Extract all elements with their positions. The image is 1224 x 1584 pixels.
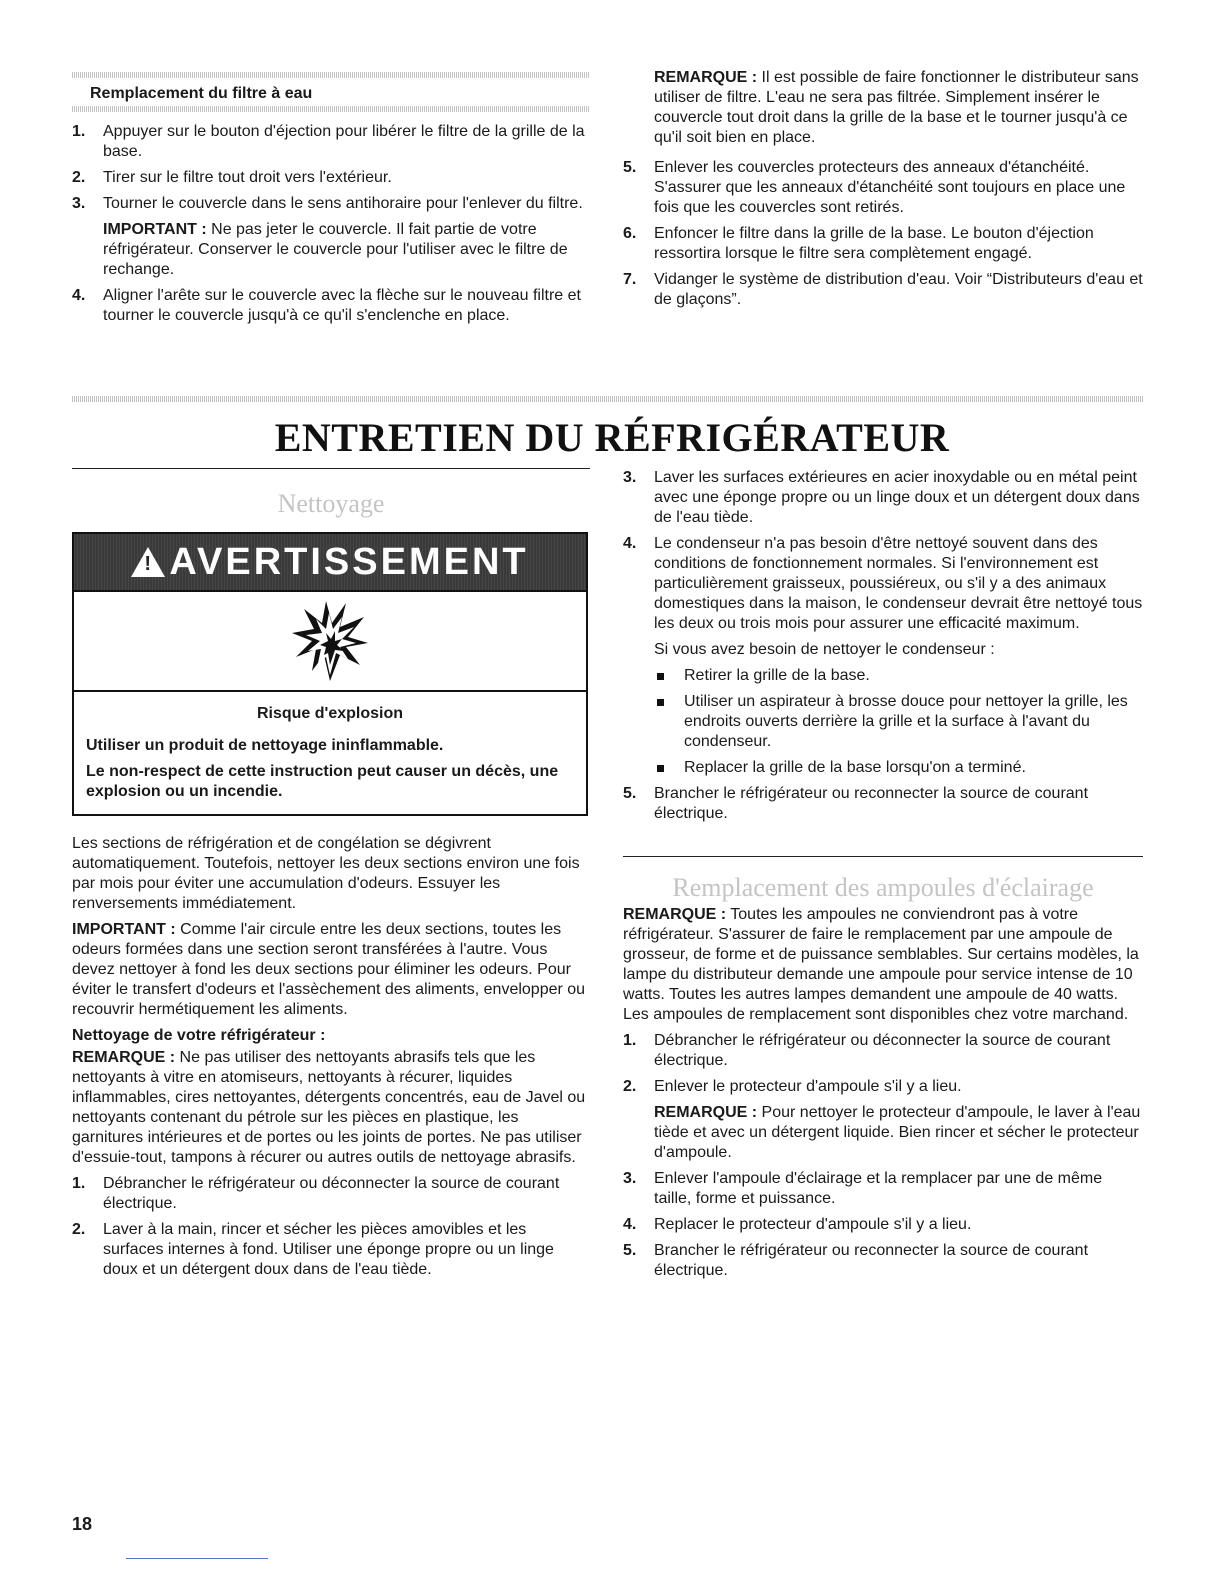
filter-section-left bbox=[72, 72, 590, 332]
list-item: 5. Brancher le réfrigérateur ou reconnecter la source de courant électrique. bbox=[623, 785, 1089, 822]
filter-section-right bbox=[623, 68, 1143, 316]
bulbs-rule bbox=[623, 856, 1143, 857]
filter-remark: REMARQUE : Il est possible de faire fonctionner le distributeur sans utiliser de filtre. L'eau ne sera pas filtrée. Simplement insérer le couvercle tout droit dans la grille de la base et le tourner jusqu'à ce qu'il soit bien en place. bbox=[654, 69, 1139, 146]
list-item: 6. Enfoncer le filtre dans la grille de la base. Le bouton d'éjection ressortira lorsque le filtre sera complètement engagé. bbox=[623, 225, 1094, 262]
warning-title: AVERTISSEMENT bbox=[169, 541, 529, 583]
cleaning-important: IMPORTANT : Comme l'air circule entre les deux sections, toutes les odeurs formées dans une section seront transférées à l'autre. Vous devez nettoyer à fond les deux sections pour éliminer les odeurs. Pour éviter le transfert d'odeurs et l'assèchement des aliments, envelopper ou recouvrir hermétiquement les aliments. bbox=[72, 921, 586, 1018]
bulb-remark-note: REMARQUE : Pour nettoyer le protecteur d'ampoule, le laver à l'eau tiède et avec un détergent liquide. Bien rincer et sécher le protecteur d'ampoule. bbox=[654, 1104, 1141, 1161]
warning-header bbox=[74, 534, 586, 592]
cleaning-rule bbox=[72, 468, 590, 469]
cleaning-sub-heading: Nettoyage de votre réfrigérateur : bbox=[72, 1027, 326, 1044]
list-item: 3. Laver les surfaces extérieures en acier inoxydable ou en métal peint avec une éponge propre ou un linge doux et un détergent doux dans de l'eau tiède. bbox=[623, 469, 1140, 526]
list-item: 1. Débrancher le réfrigérateur ou déconnecter la source de courant électrique. bbox=[623, 1032, 1111, 1069]
cleaning-section-right bbox=[623, 468, 1143, 830]
list-item: 1. Appuyer sur le bouton d'éjection pour libérer le filtre de la grille de la base. bbox=[72, 123, 585, 160]
list-item: 4. Le condenseur n'a pas besoin d'être nettoyé souvent dans des conditions de fonctionnement normales. Si l'environnement est particulièrement graisseux, poussiéreux, ou s'il y a des animaux domestiques dans la maison, le condenseur devrait être nettoyé tous les deux ou trois mois pour assurer une efficacité maximum. Si vous avez besoin de nettoyer le condenseur : Retirer la grille de la base. Utiliser un aspirateur à brosse douce pour nettoyer la grille, les endroits ouverts derrière la grille et la surface à l'avant du condenseur. Replacer la grille de la base lorsqu'on a terminé. bbox=[623, 535, 1143, 776]
page-title: ENTRETIEN DU RÉFRIGÉRATEUR bbox=[274, 415, 950, 460]
list-item: 5. Enlever les couvercles protecteurs des anneaux d'étanchéité. S'assurer que les anneaux d'étanchéité sont toujours en place une fois que les couvercles sont retirés. bbox=[623, 159, 1126, 216]
list-item: 3. Tourner le couvercle dans le sens antihoraire pour l'enlever du filtre. IMPORTANT : Ne pas jeter le couvercle. Il fait partie de votre réfrigérateur. Conserver le couvercle pour l'utiliser avec le filtre de rechange. bbox=[72, 194, 590, 280]
filter-steps-list bbox=[72, 122, 590, 326]
section-divider bbox=[72, 396, 1144, 402]
footer-line bbox=[126, 1558, 268, 1559]
cleaning-remark: REMARQUE : Ne pas utiliser des nettoyants abrasifs tels que les nettoyants à vitre en atomiseurs, nettoyants à récurer, liquides inflammables, cires nettoyantes, détergents concentrés, eau de Javel ou nettoyants contenant du pétrole sur les pièces en plastique, les garnitures intérieures et de portes ou les joints de portes. Ne pas utiliser d'essuie-tout, tampons à récurer ou autres outils de nettoyage abrasifs. bbox=[72, 1049, 586, 1166]
condenser-sub: Si vous avez besoin de nettoyer le condenseur : bbox=[654, 641, 995, 658]
cleaning-intro: Les sections de réfrigération et de congélation se dégivrent automatiquement. Toutefois, nettoyer les deux sections environ une fois par mois pour éviter une accumulation d'odeurs. Essuyer les renversements immédiatement. bbox=[72, 835, 580, 912]
list-item: 1. Débrancher le réfrigérateur ou déconnecter la source de courant électrique. bbox=[72, 1175, 560, 1212]
list-item: 4. Replacer le protecteur d'ampoule s'il y a lieu. bbox=[623, 1216, 972, 1233]
filter-heading-rule bbox=[72, 106, 590, 112]
filter-heading: Remplacement du filtre à eau bbox=[90, 85, 313, 102]
list-item: 5. Brancher le réfrigérateur ou reconnecter la source de courant électrique. bbox=[623, 1242, 1089, 1279]
warning-triangle-icon: ! bbox=[131, 547, 165, 577]
warning-line-1: Utiliser un produit de nettoyage ininflammable. bbox=[86, 737, 444, 754]
bulbs-section bbox=[623, 856, 1143, 1287]
bulbs-steps-list bbox=[623, 1031, 1143, 1281]
list-item: Replacer la grille de la base lorsqu'on a terminé. bbox=[654, 758, 1143, 778]
list-item: 7. Vidanger le système de distribution d'eau. Voir “Distributeurs d'eau et de glaçons”. bbox=[623, 271, 1143, 308]
filter-steps-list-right bbox=[623, 158, 1143, 310]
cleaning-heading: Nettoyage bbox=[277, 489, 385, 518]
important-note: IMPORTANT : Ne pas jeter le couvercle. Il fait partie de votre réfrigérateur. Conserver le couvercle pour l'utiliser avec le filtre de rechange. bbox=[103, 221, 568, 278]
explosion-icon bbox=[74, 592, 586, 692]
list-item: Utiliser un aspirateur à brosse douce pour nettoyer la grille, les endroits ouverts derrière la grille et la surface à l'avant du condenseur. bbox=[654, 692, 1143, 752]
cleaning-steps-list bbox=[72, 1174, 590, 1280]
bulbs-heading: Remplacement des ampoules d'éclairage bbox=[672, 873, 1094, 902]
condenser-bullets bbox=[654, 666, 1143, 778]
warning-body bbox=[74, 692, 586, 818]
list-item: 2. Laver à la main, rincer et sécher les pièces amovibles et les surfaces internes à fond. Utiliser une éponge propre ou un linge doux et un détergent doux dans de l'eau tiède. bbox=[72, 1221, 554, 1278]
warning-risk: Risque d'explosion bbox=[256, 705, 404, 722]
warning-box bbox=[72, 532, 588, 816]
cleaning-section-left bbox=[72, 468, 590, 519]
list-item: 2. Tirer sur le filtre tout droit vers l'extérieur. bbox=[72, 169, 392, 186]
list-item: Retirer la grille de la base. bbox=[654, 666, 1143, 686]
list-item: 2. Enlever le protecteur d'ampoule s'il y a lieu. REMARQUE : Pour nettoyer le protecteur d'ampoule, le laver à l'eau tiède et avec un détergent liquide. Bien rincer et sécher le protecteur d'ampoule. bbox=[623, 1077, 1143, 1163]
bulbs-remark: REMARQUE : Toutes les ampoules ne conviendront pas à votre réfrigérateur. S'assurer de faire le remplacement par une ampoule de grosseur, de forme et de puissance semblables. Sur certains modèles, la lampe du distributeur demande une ampoule pour service intense de 10 watts. Toutes les autres lampes demandent une ampoule de 40 watts. Les ampoules de remplacement sont disponibles chez votre marchand. bbox=[623, 906, 1139, 1023]
list-item: 3. Enlever l'ampoule d'éclairage et la remplacer par une de même taille, forme et puissance. bbox=[623, 1170, 1103, 1207]
cleaning-text-left bbox=[72, 834, 590, 1286]
page-number: 18 bbox=[72, 1514, 93, 1534]
warning-line-2: Le non-respect de cette instruction peut causer un décès, une explosion ou un incendie. bbox=[86, 763, 559, 800]
cleaning-steps-list-right bbox=[623, 468, 1143, 824]
list-item: 4. Aligner l'arête sur le couvercle avec la flèche sur le nouveau filtre et tourner le couvercle jusqu'à ce qu'il s'enclenche en place. bbox=[72, 287, 581, 324]
top-dotted-rule bbox=[72, 72, 590, 78]
